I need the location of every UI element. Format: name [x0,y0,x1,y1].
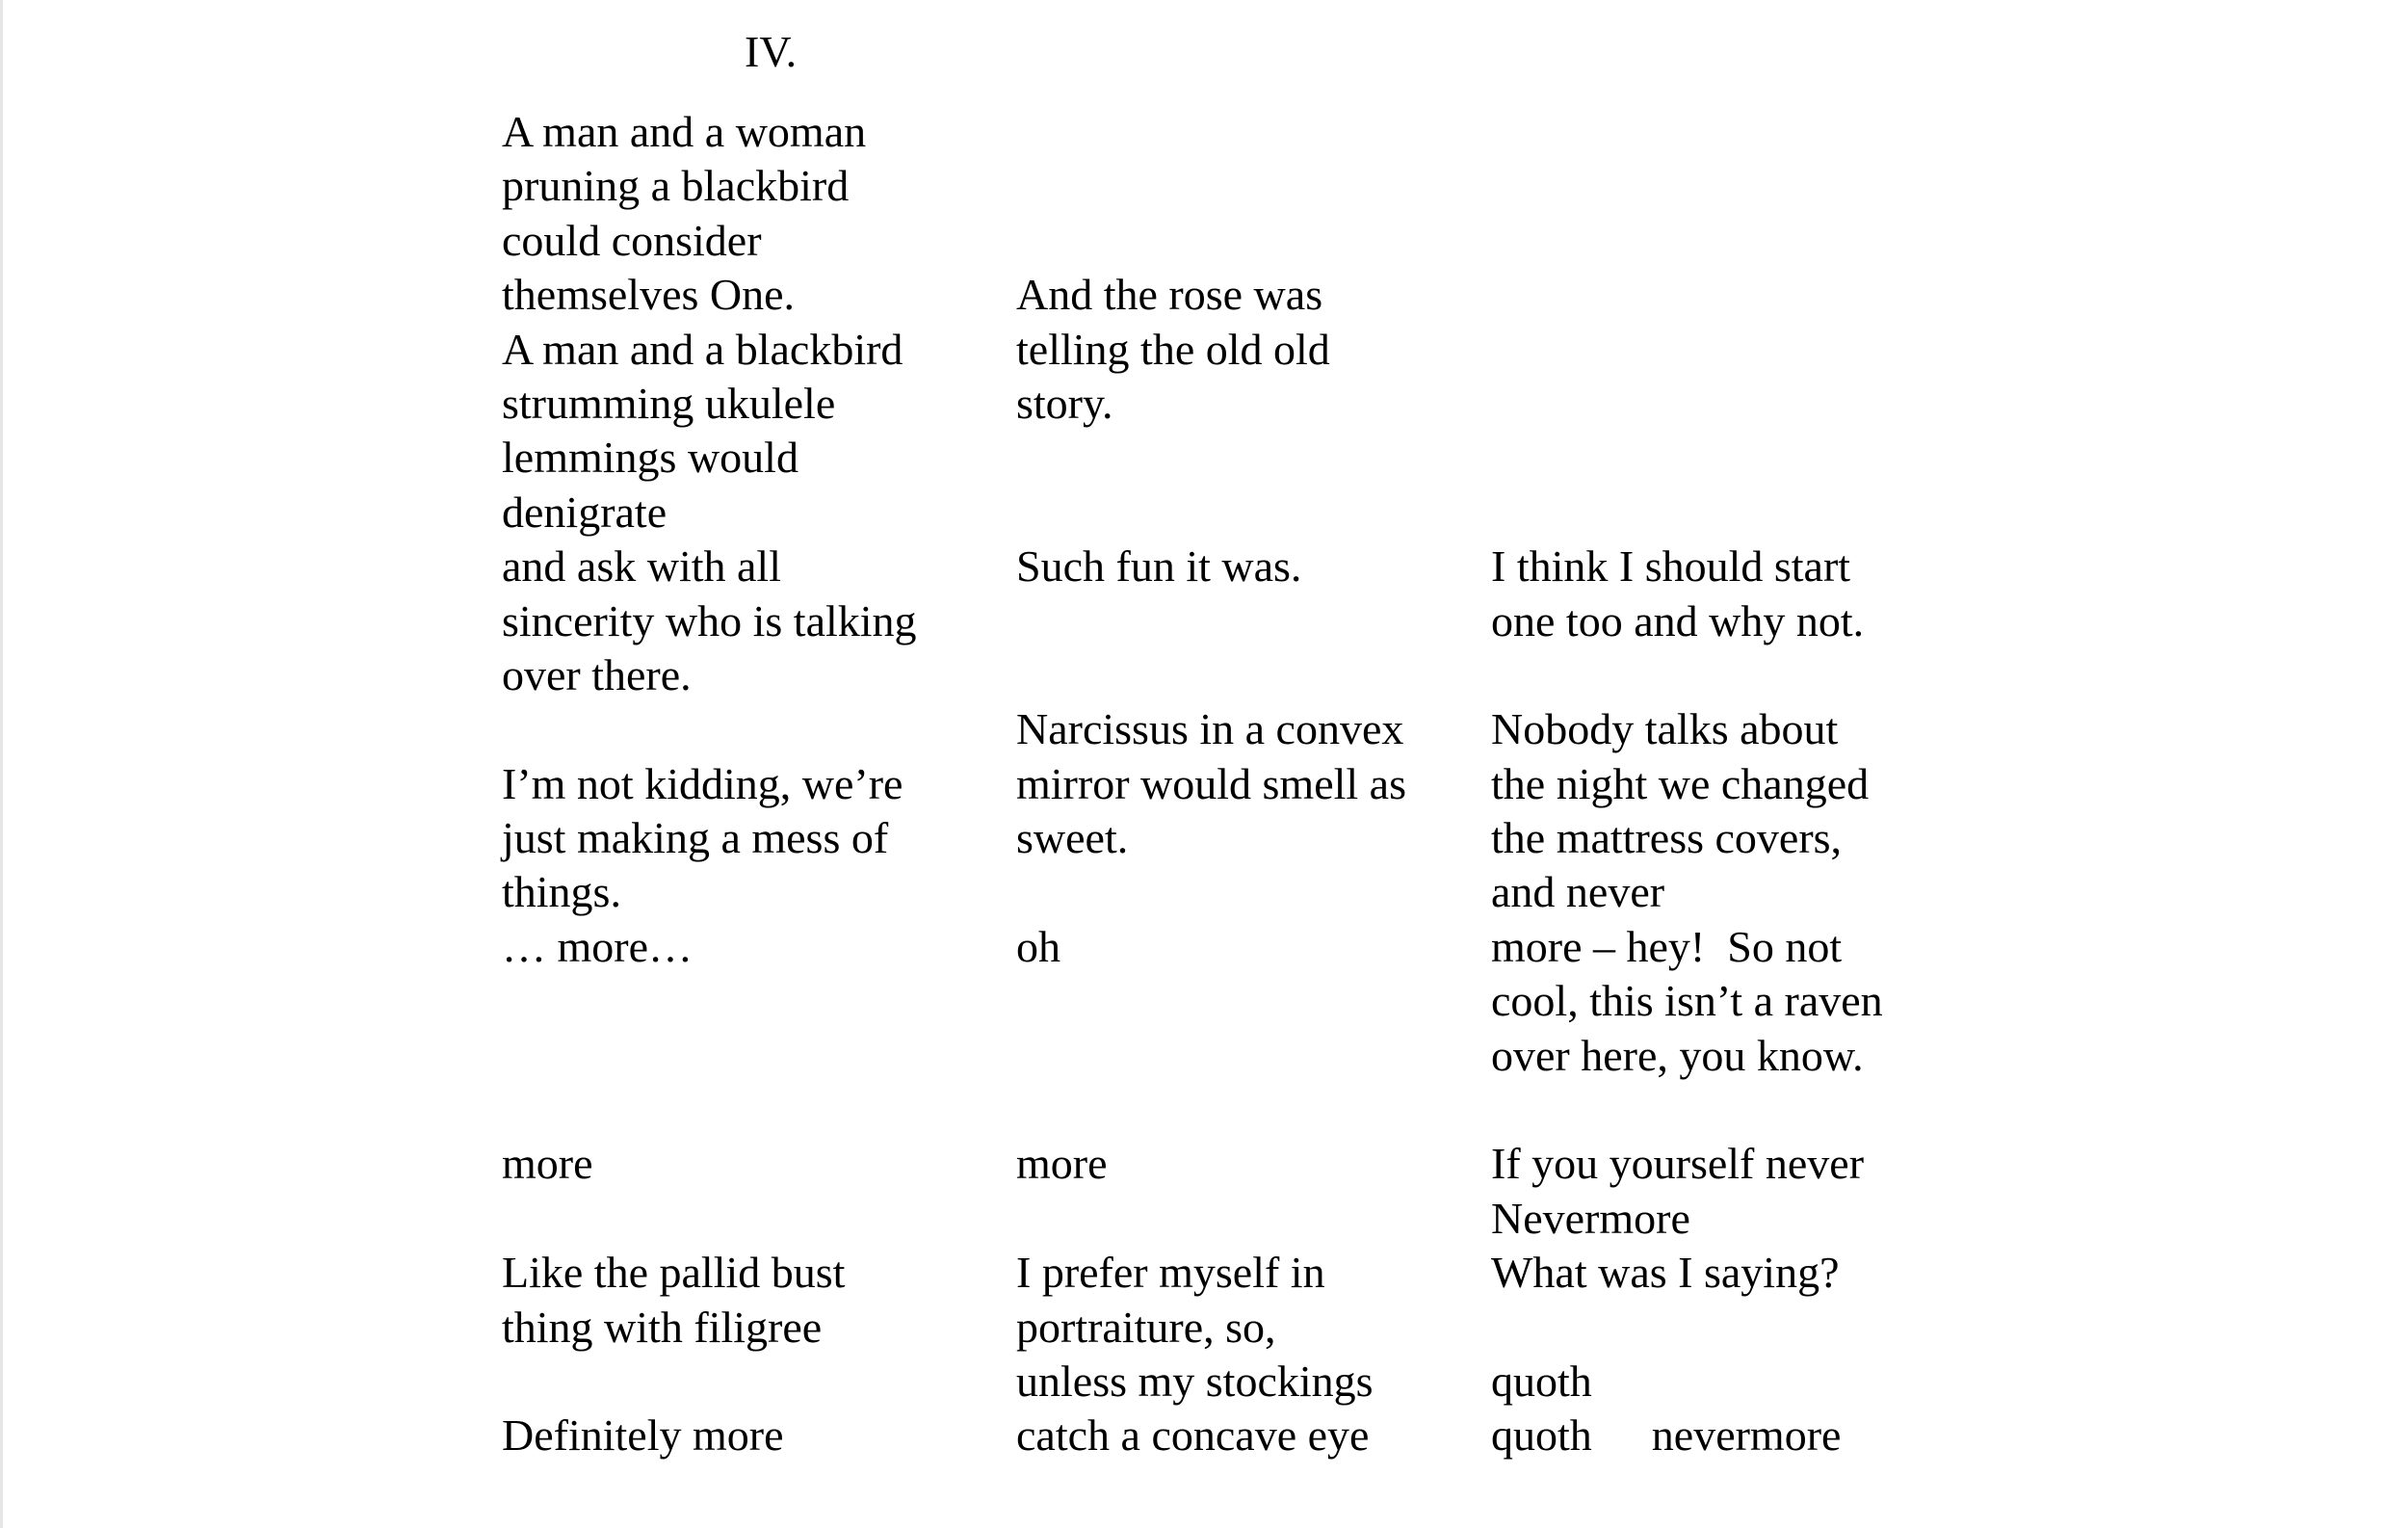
poem-line [1016,974,1406,1028]
poem-line: strumming ukulele [502,378,836,428]
poem-line: Definitely more [502,1410,784,1461]
poem-line: things. [502,867,621,917]
poem-line [1491,431,1883,485]
poem-line: quoth [1491,1356,1592,1406]
poem-line [1016,648,1406,702]
poem-line: and never [1491,867,1665,917]
poem-line [1491,648,1883,702]
poem-line [1016,431,1406,485]
poem-line: What was I saying? [1491,1248,1840,1298]
poem-line [1016,1083,1406,1137]
section-title: IV. [745,27,798,76]
poem-line: And the rose was [1016,270,1323,320]
poem-line: the mattress covers, [1491,813,1843,863]
poem-line-text: quoth [1491,1410,1592,1461]
poem-line-extra: nevermore [1651,1410,1842,1461]
poem-line [1016,1029,1406,1083]
poem-line: and ask with all [502,541,781,592]
poem-line [1016,159,1406,213]
poem-line: … more… [502,921,694,971]
poem-line: A man and a woman [502,107,867,156]
poem-line: telling the old old [1016,324,1330,374]
poem-line [1491,1409,1883,1462]
poem-line: I think I should start [1491,541,1851,592]
poem-line: sweet. [1016,813,1129,863]
poem-line: over there. [502,649,692,699]
poem-line: unless my stockings [1016,1356,1374,1406]
poem-line [1016,594,1406,648]
poem-line: oh [1016,921,1060,971]
poem-line: sincerity who is talking [502,595,917,645]
poem-line: story. [1016,378,1113,428]
poem-line: Nevermore [1491,1193,1690,1243]
page-edge [0,0,3,1528]
poem-line: A man and a blackbird [502,324,903,374]
poem-line [1491,268,1883,322]
poem-line [1016,105,1406,159]
poem-line: pruning a blackbird [502,161,850,211]
poem-line: I’m not kidding, we’re [502,758,903,808]
poem-line [1491,323,1883,377]
poem-line: lemmings would [502,433,798,483]
poem-line: just making a mess of [502,813,889,863]
poem-line: over here, you know. [1491,1030,1864,1080]
poem-line [1491,486,1883,540]
poem-line: more [502,1139,593,1189]
poem-line [1491,377,1883,431]
poem-line: mirror would smell as [1016,758,1406,808]
poem-line [1016,1192,1406,1246]
poem-line [1491,214,1883,268]
poem-line: Nobody talks about [1491,704,1839,754]
poem-line: I prefer myself in [1016,1248,1325,1298]
poem-line: Such fun it was. [1016,541,1302,592]
poem-line [502,1355,917,1409]
poem-line [502,1083,917,1137]
poem-line [1491,1301,1883,1355]
poem-line: Narcissus in a convex [1016,704,1404,754]
poem-line: one too and why not. [1491,595,1865,645]
poem-line [502,702,917,756]
poem-line: the night we changed [1491,758,1870,808]
poem-line [1016,486,1406,540]
poem-line [502,974,917,1028]
poem-column-2 [1016,105,1406,1463]
poem-line: themselves One. [502,270,796,320]
poem-line: thing with filigree [502,1302,823,1352]
poem-column-3 [1491,105,1883,1463]
poem-line: more [1016,1139,1108,1189]
poem-line: more – hey! So not [1491,921,1843,971]
poem-line [1491,1083,1883,1137]
poem-line: cool, this isn’t a raven [1491,976,1883,1026]
poem-line: denigrate [502,487,667,537]
poem-column-1 [502,105,917,1463]
poem-line: catch a concave eye [1016,1410,1370,1461]
poem-line [1016,865,1406,919]
poem-line: portraiture, so, [1016,1302,1276,1352]
poem-line [502,1192,917,1246]
poem-line: Like the pallid bust [502,1248,846,1298]
poem-line [1491,105,1883,159]
poem-line: could consider [502,215,762,265]
poem-line [1016,214,1406,268]
poem-line [502,1029,917,1083]
poem-line: If you yourself never [1491,1139,1865,1189]
poem-line [1491,159,1883,213]
